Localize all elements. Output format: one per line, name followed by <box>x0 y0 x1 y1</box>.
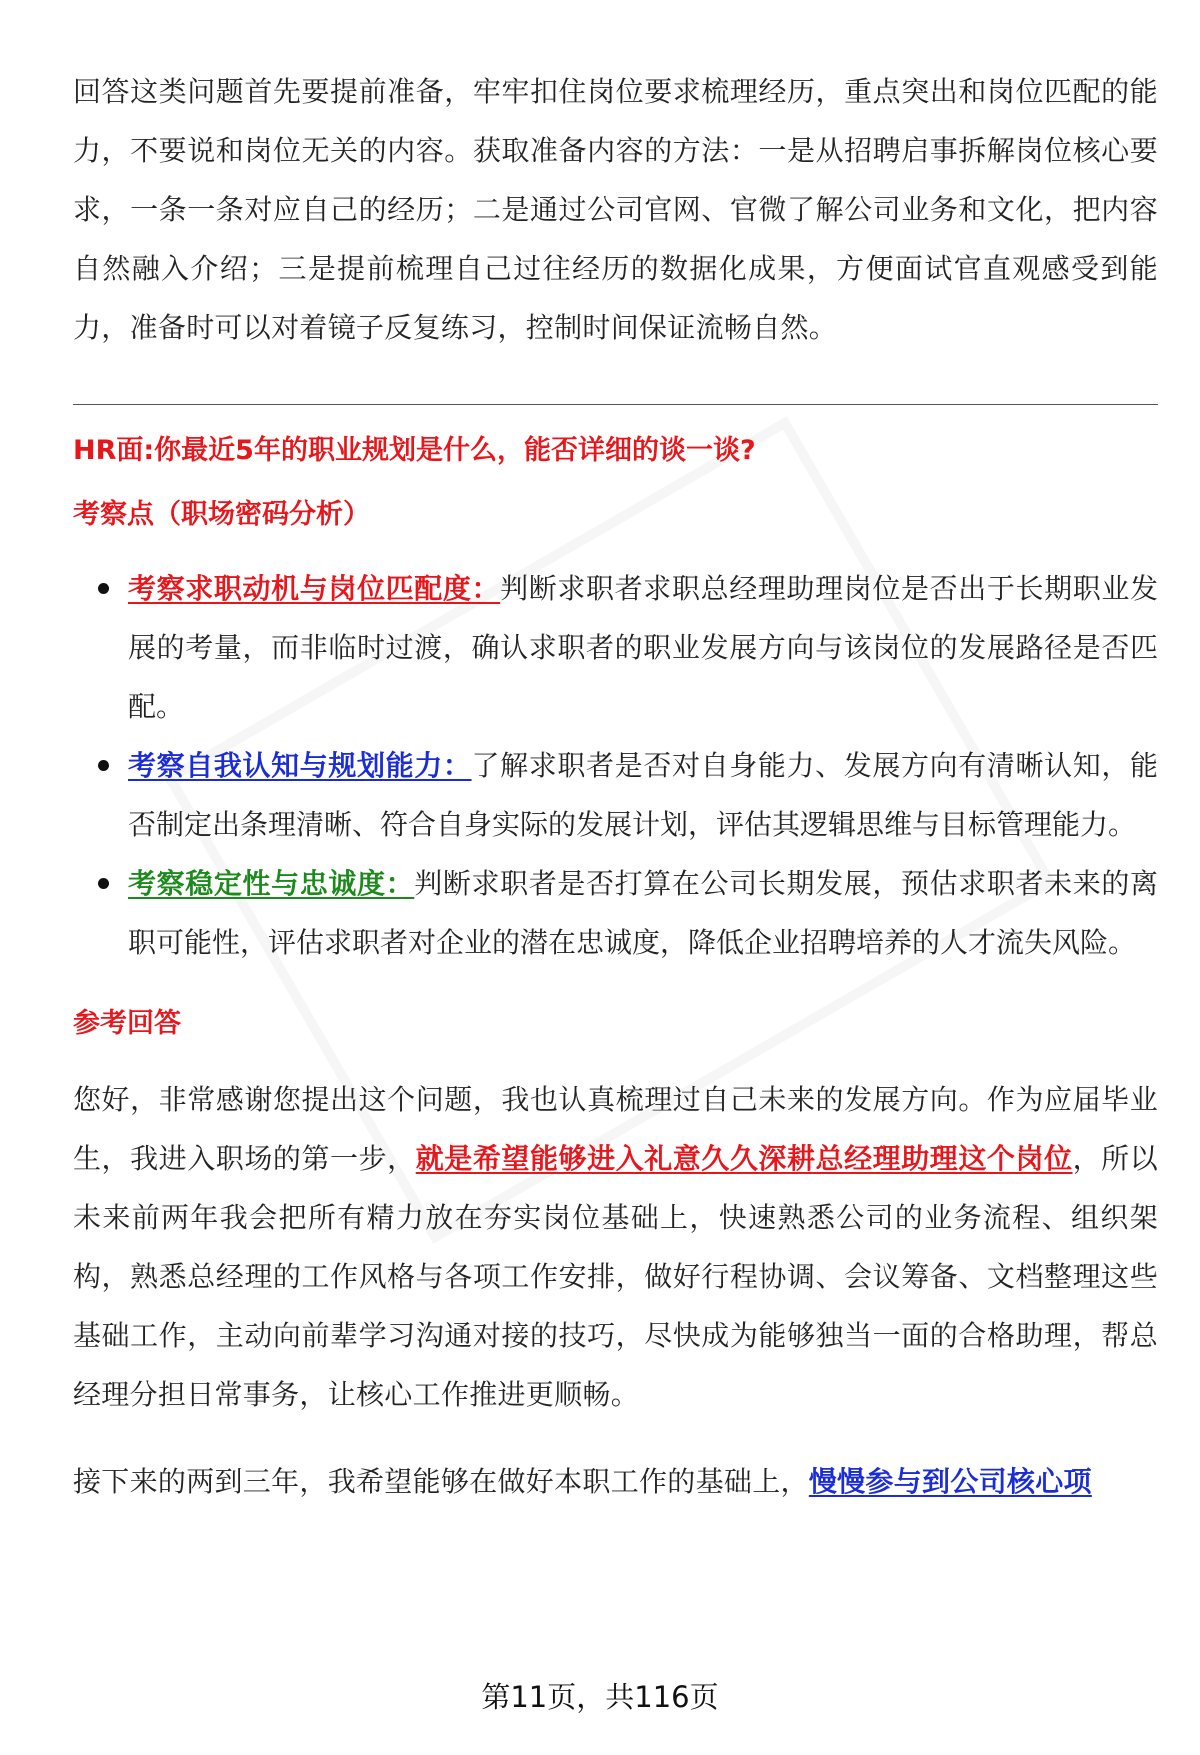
answer-highlight: 就是希望能够进入礼意久久深耕总经理助理这个岗位 <box>415 1142 1073 1175</box>
answer-text: 您好，非常感谢您提出这个问题，我也认真梳理过自己未来的发展方向。作为应届毕业生，我进入职场的第一步， <box>73 1083 1158 1175</box>
bullet-icon <box>98 878 109 889</box>
intro-paragraph: 回答这类问题首先要提前准备，牢牢扣住岗位要求梳理经历，重点突出和岗位匹配的能力，不要说和岗位无关的内容。获取准备内容的方法：一是从招聘启事拆解岗位核心要求，一条一条对应自己的经历；二是通过公司官网、官微了解公司业务和文化，把内容自然融入介绍；三是提前梳理自己过往经历的数据化成果，方便面试官直观感受到能力，准备时可以对着镜子反复练习，控制时间保证流畅自然。 <box>73 75 1158 344</box>
exam-points-heading: 考察点（职场密码分析） <box>73 499 370 530</box>
exam-point-stability <box>73 854 1158 972</box>
exam-point-text: 了解求职者是否对自身能力、发展方向有清晰认知，能否制定出条理清晰、符合自身实际的发展计划，评估其逻辑思维与目标管理能力。 <box>128 749 1158 841</box>
exam-point-text: 判断求职者是否打算在公司长期发展，预估求职者未来的离职可能性，评估求职者对企业的潜在忠诚度，降低企业招聘培养的人才流失风险。 <box>128 867 1158 959</box>
answer-text: 接下来的两到三年，我希望能够在做好本职工作的基础上， <box>73 1465 809 1498</box>
exam-point-text: 判断求职者求职总经理助理岗位是否出于长期职业发展的考量，而非临时过渡，确认求职者的职业发展方向与该岗位的发展路径是否匹配。 <box>128 572 1158 723</box>
document-page <box>73 62 1158 1511</box>
answer-highlight: 慢慢参与到公司核心项 <box>808 1465 1092 1498</box>
exam-point-key: 考察自我认知与规划能力： <box>128 749 472 782</box>
exam-point-motivation <box>73 559 1158 736</box>
bullet-icon <box>98 583 109 594</box>
exam-point-self-awareness <box>73 736 1158 854</box>
exam-point-key: 考察稳定性与忠诚度： <box>128 867 415 900</box>
section-divider <box>73 404 1158 405</box>
answer-text: ，所以未来前两年我会把所有精力放在夯实岗位基础上，快速熟悉公司的业务流程、组织架构，熟悉总经理的工作风格与各项工作安排，做好行程协调、会议筹备、文档整理这些基础工作，主动向前辈学习沟通对接的技巧，尽快成为能够独当一面的合格助理，帮总经理分担日常事务，让核心工作推进更顺畅。 <box>73 1142 1158 1411</box>
bullet-icon <box>98 760 109 771</box>
page-footer: 第11页，共116页 <box>481 1680 719 1714</box>
question-heading: HR面:你最近5年的职业规划是什么，能否详细的谈一谈? <box>73 435 756 466</box>
exam-point-key: 考察求职动机与岗位匹配度： <box>128 572 501 605</box>
answer-paragraph-1 <box>73 1070 1158 1424</box>
exam-points-list <box>73 559 1158 972</box>
answer-paragraph-2 <box>73 1452 1158 1511</box>
answer-heading: 参考回答 <box>73 1008 181 1039</box>
